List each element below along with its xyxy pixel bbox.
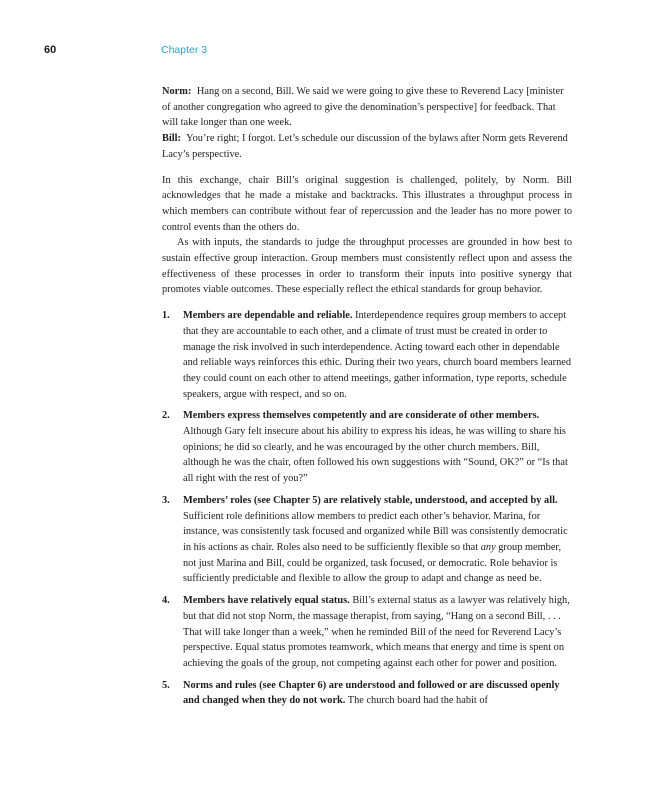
list-item — [162, 493, 572, 587]
dialogue-line — [162, 84, 572, 131]
item-number: 5. — [162, 679, 170, 691]
item-lead: Members express themselves competently and are considerate of other members. — [183, 410, 540, 422]
item-lead: Members’ roles (see Chapter 5) are relatively stable, understood, and accepted by all. — [183, 494, 558, 506]
body-paragraph: As with inputs, the standards to judge the throughput processes are grounded in how best to sustain effective group interaction. Group members must consistently reflect upon and assess the effectiveness of these processes in order to transform their inputs into positive synergy that promotes viable outcomes. These especially reflect the ethical standards for group behavior. — [162, 237, 572, 296]
body-paragraph: In this exchange, chair Bill’s original suggestion is challenged, politely, by Norm. Bill acknowledges that he made a mistake and backtracks. This illustrates a throughput process in which members can contribute without fear of repercussion and the leader has no more power to control events than the others do. — [162, 174, 572, 233]
item-text: Bill’s external status as a lawyer was relatively high, but that did not stop Norm, the massage therapist, from saying, “Hang on a second Bill, . . . That will take longer than a week,” when he reminded Bill of the need for Reverend Lacy’s perspective. Equal status promotes teamwork, which means that energy and time is spent on achieving the goals of the group, not competing against each other for power and position. — [183, 595, 570, 669]
page-header — [0, 44, 645, 58]
item-number: 2. — [162, 410, 170, 422]
item-lead: Members are dependable and reliable. — [183, 310, 353, 322]
item-number: 1. — [162, 310, 170, 322]
item-text: Although Gary felt insecure about his ability to express his ideas, he was willing to share his opinions; he did so clearly, and he was encouraged by the other church members. Bill, although he was the chair, often followed his own suggestions with “Sound, OK?” or “Is that all right with the rest of you?” — [183, 426, 568, 485]
dialogue-text: Hang on a second, Bill. We said we were going to give these to Reverend Lacy [minister of another congregation who agreed to give the denomination’s perspective] for feedback. That will take longer than one week. — [162, 86, 564, 129]
standards-list — [162, 308, 572, 709]
item-text-after: group member, not just Marina and Bill, could be organized, task focused, or democratic. Role behavior is sufficiently predictable and flexible to allow the group to adapt and change as need be. — [183, 541, 562, 585]
page-number: 60 — [44, 44, 57, 56]
item-text: Sufficient role definitions allow members to predict each other’s behavior. Marina, for instance, was consistently task focused and organized while Bill was consistently democratic in his actions as chair. Roles also need to be sufficiently flexible so that — [183, 510, 568, 553]
item-number: 3. — [162, 494, 170, 506]
dialogue-line — [162, 131, 572, 162]
body-text — [162, 173, 572, 299]
dialogue-speaker: Norm: — [162, 86, 192, 97]
item-text: The church board had the habit of — [347, 695, 488, 707]
item-text: Interdependence requires group members to accept that they are accountable to each other, and a climate of trust must be created in order to manage the risk involved in such interdependence. Acting toward each other in dependable and reliable ways reinforces this ethic. During their two years, church board members learned they could count on each other to attend meetings, gather information, type reports, schedule speakers, argue with respect, and so on. — [183, 310, 572, 400]
list-item — [162, 308, 572, 402]
list-item — [162, 593, 572, 672]
item-lead: Members have relatively equal status. — [183, 595, 350, 607]
chapter-label: Chapter 3 — [161, 44, 208, 56]
list-item — [162, 408, 572, 487]
list-item — [162, 678, 572, 709]
dialogue — [162, 84, 572, 163]
page-content — [162, 84, 572, 715]
item-lead: Norms and rules (see Chapter 6) are understood and followed or are discussed openly and changed when they do not work. — [183, 679, 560, 707]
dialogue-speaker: Bill: — [162, 133, 181, 145]
item-number: 4. — [162, 595, 170, 607]
dialogue-text: You’re right; I forgot. Let’s schedule our discussion of the bylaws after Norm gets Reverend Lacy’s perspective. — [162, 133, 568, 160]
item-emphasis: any — [480, 541, 496, 553]
